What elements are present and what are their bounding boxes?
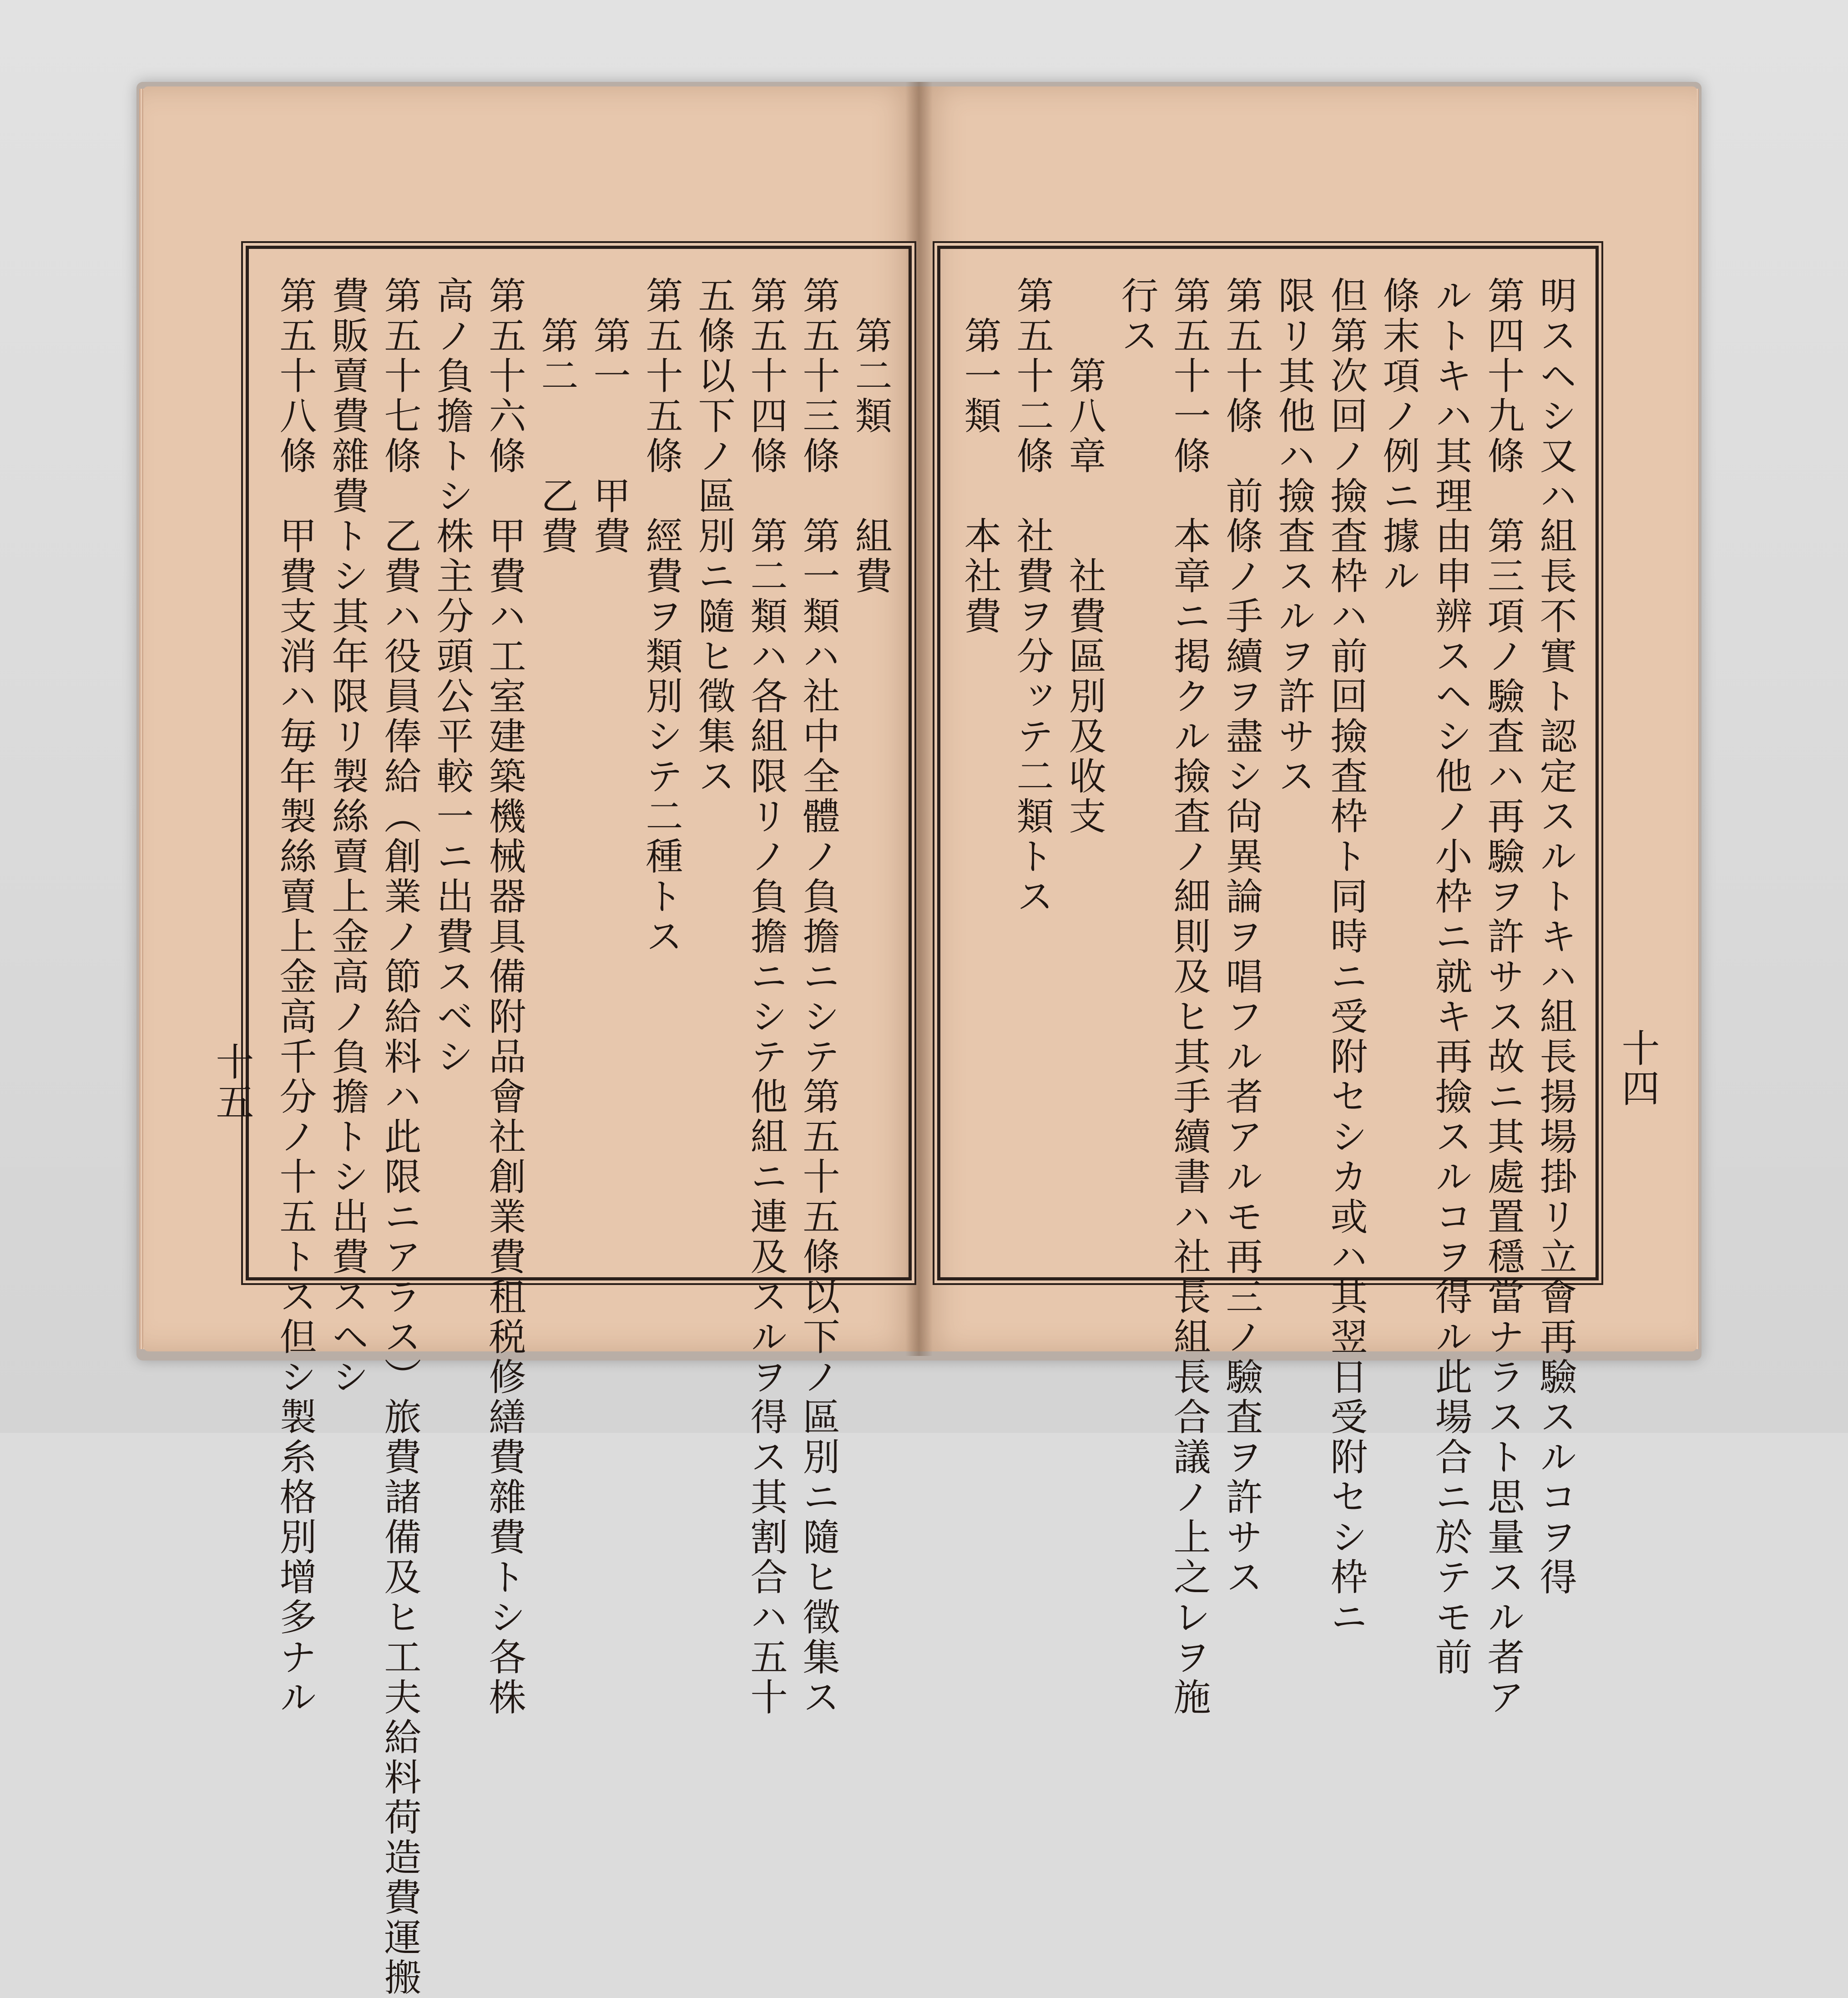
text-column: 第五十六條 甲費ハ工室建築機械器具備附品會社創業費租税修繕費雜費トシ各株 — [483, 276, 526, 1718]
page-number: 十五 — [210, 1042, 254, 1122]
text-column: 第四十九條 第三項ノ驗査ハ再驗ヲ許サス故ニ其處置穩當ナラスト思量スル者ア — [1481, 276, 1525, 1718]
text-column: 第五十八條 甲費支消ハ毎年製絲賣上金高千分ノ十五トス但シ製糸格別增多ナル — [273, 276, 317, 1718]
text-column: 行ス — [1115, 276, 1158, 356]
text-column: 第八章 社費區別及收支 — [1063, 276, 1106, 837]
page-number: 十四 — [1616, 1028, 1660, 1108]
text-column: 但第次回ノ撿査枠ハ前回撿査枠ト同時ニ受附セシカ或ハ其翌日受附セシ枠ニ — [1324, 276, 1368, 1638]
text-column: 第一 甲費 — [587, 276, 631, 556]
text-column: 第五十七條 乙費ハ役員俸給（創業ノ節給料ハ此限ニアラス）旅費諸備及ヒ工夫給料荷造費運搬 — [378, 276, 421, 1998]
text-column: 第五十五條 經費ヲ類別シテ二種トス — [640, 276, 683, 957]
text-column: 費販賣費雜費トシ其年限リ製絲賣上金高ノ負擔トシ出費スヘシ — [326, 276, 369, 1397]
text-column: 高ノ負擔トシ株主分頭公平較一ニ出費スベシ — [430, 276, 474, 1077]
text-column: ルトキハ其理由申辨スヘシ他ノ小枠ニ就キ再撿スルコヲ得ル此場合ニ於テモ前 — [1429, 276, 1472, 1678]
right-text-frame — [937, 246, 1599, 1718]
text-column: 第二類 組費 — [849, 276, 892, 597]
text-column: 明スヘシ又ハ組長不實ト認定スルトキハ組長揚場掛リ立會再驗スルコヲ得 — [1534, 276, 1577, 1598]
text-column: 第五十一條 本章ニ掲クル撿査ノ細則及ヒ其手續書ハ社長組長合議ノ上之レヲ施 — [1167, 276, 1211, 1718]
text-column: 第五十條 前條ノ手續ヲ盡シ尙異論ヲ唱フル者アルモ再三ノ驗査ヲ許サス — [1220, 276, 1263, 1598]
text-column: 第五十二條 社費ヲ分ッテ二類トス — [1010, 276, 1054, 917]
text-column: 限リ其他ハ撿査スルヲ許サス — [1272, 276, 1315, 797]
text-column: 第五十三條 第一類ハ社中全體ノ負擔ニシテ第五十五條以下ノ區別ニ隨ヒ徵集ス — [797, 276, 840, 1718]
text-column: 第二 乙費 — [535, 276, 578, 556]
text-column: 五條以下ノ區別ニ隨ヒ徵集ス — [692, 276, 735, 797]
text-column: 第一類 本社費 — [958, 276, 1001, 637]
text-column: 條末項ノ例ニ據ル — [1377, 276, 1420, 597]
text-column: 第五十四條 第二類ハ各組限リノ負擔ニシテ他組ニ連及スルヲ得ス其割合ハ五十 — [744, 276, 788, 1718]
left-text-frame — [246, 246, 912, 1998]
